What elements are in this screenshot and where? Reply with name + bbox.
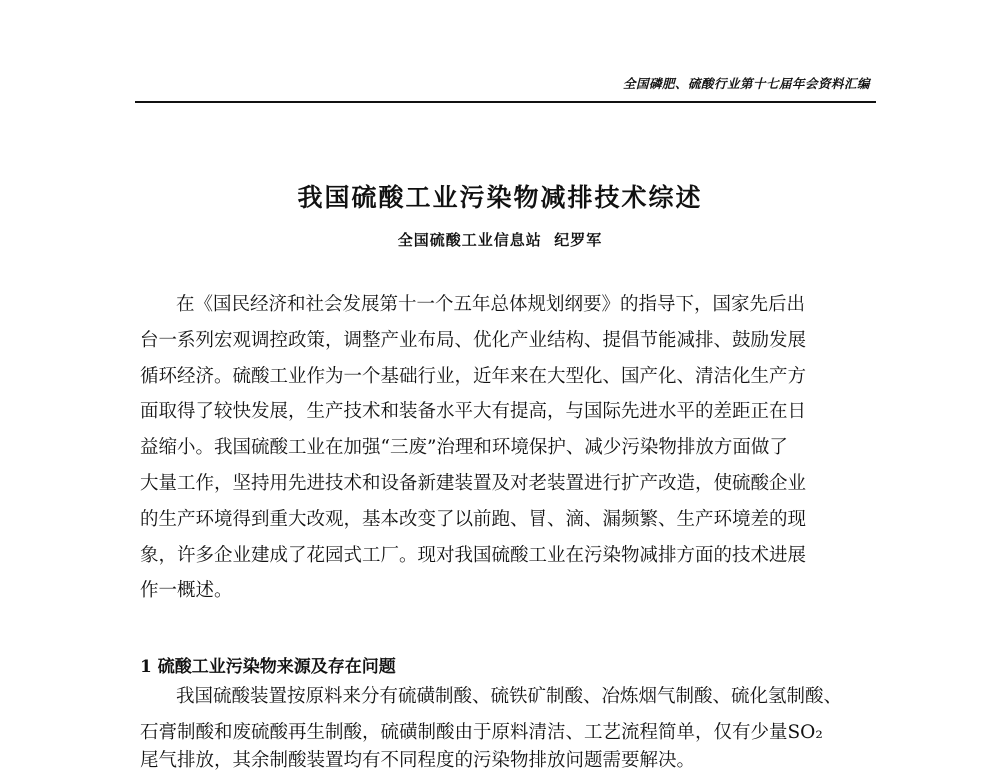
intro-line: 益缩小。我国硫酸工业在加强“三废”治理和环境保护、减少污染物排放方面做了 [140,437,788,458]
section-line: 石膏制酸和废硫酸再生制酸，硫磺制酸由于原料清洁、工艺流程简单，仅有少量SO₂ [140,722,823,743]
section-heading: 1 硫酸工业污染物来源及存在问题 [140,657,396,677]
header-rule [135,101,876,103]
running-header: 全国磷肥、硫酸行业第十七届年会资料汇编 [622,76,870,91]
section-line: 我国硫酸装置按原料来分有硫磺制酸、硫铁矿制酸、冶炼烟气制酸、硫化氢制酸、 [176,686,843,707]
intro-line: 循环经济。硫酸工业作为一个基础行业，近年来在大型化、国产化、清洁化生产方 [140,366,807,387]
clipped-section-text: 尾气排放，其余制酸装置均有不同程度的污染物排放问题需要解决。 [140,750,696,771]
article-title: 我国硫酸工业污染物减排技术综述 [297,183,703,212]
intro-line: 的生产环境得到重大改观，基本改变了以前跑、冒、滴、漏频繁、生产环境差的现 [140,509,807,530]
article-byline: 全国硫酸工业信息站 纪罗军 [397,231,603,249]
intro-line: 大量工作，坚持用先进技术和设备新建装置及对老装置进行扩产改造，使硫酸企业 [140,473,807,494]
intro-line: 面取得了较快发展，生产技术和装备水平大有提高，与国际先进水平的差距正在日 [140,401,807,422]
intro-line: 在《国民经济和社会发展第十一个五年总体规划纲要》的指导下，国家先后出 [176,294,806,315]
clipped-section-line [140,750,875,771]
intro-line: 象，许多企业建成了花园式工厂。现对我国硫酸工业在污染物减排方面的技术进展 [140,545,807,566]
intro-line: 台一系列宏观调控政策，调整产业布局、优化产业结构、提倡节能减排、鼓励发展 [140,330,807,351]
intro-line: 作一概述。 [140,580,233,601]
